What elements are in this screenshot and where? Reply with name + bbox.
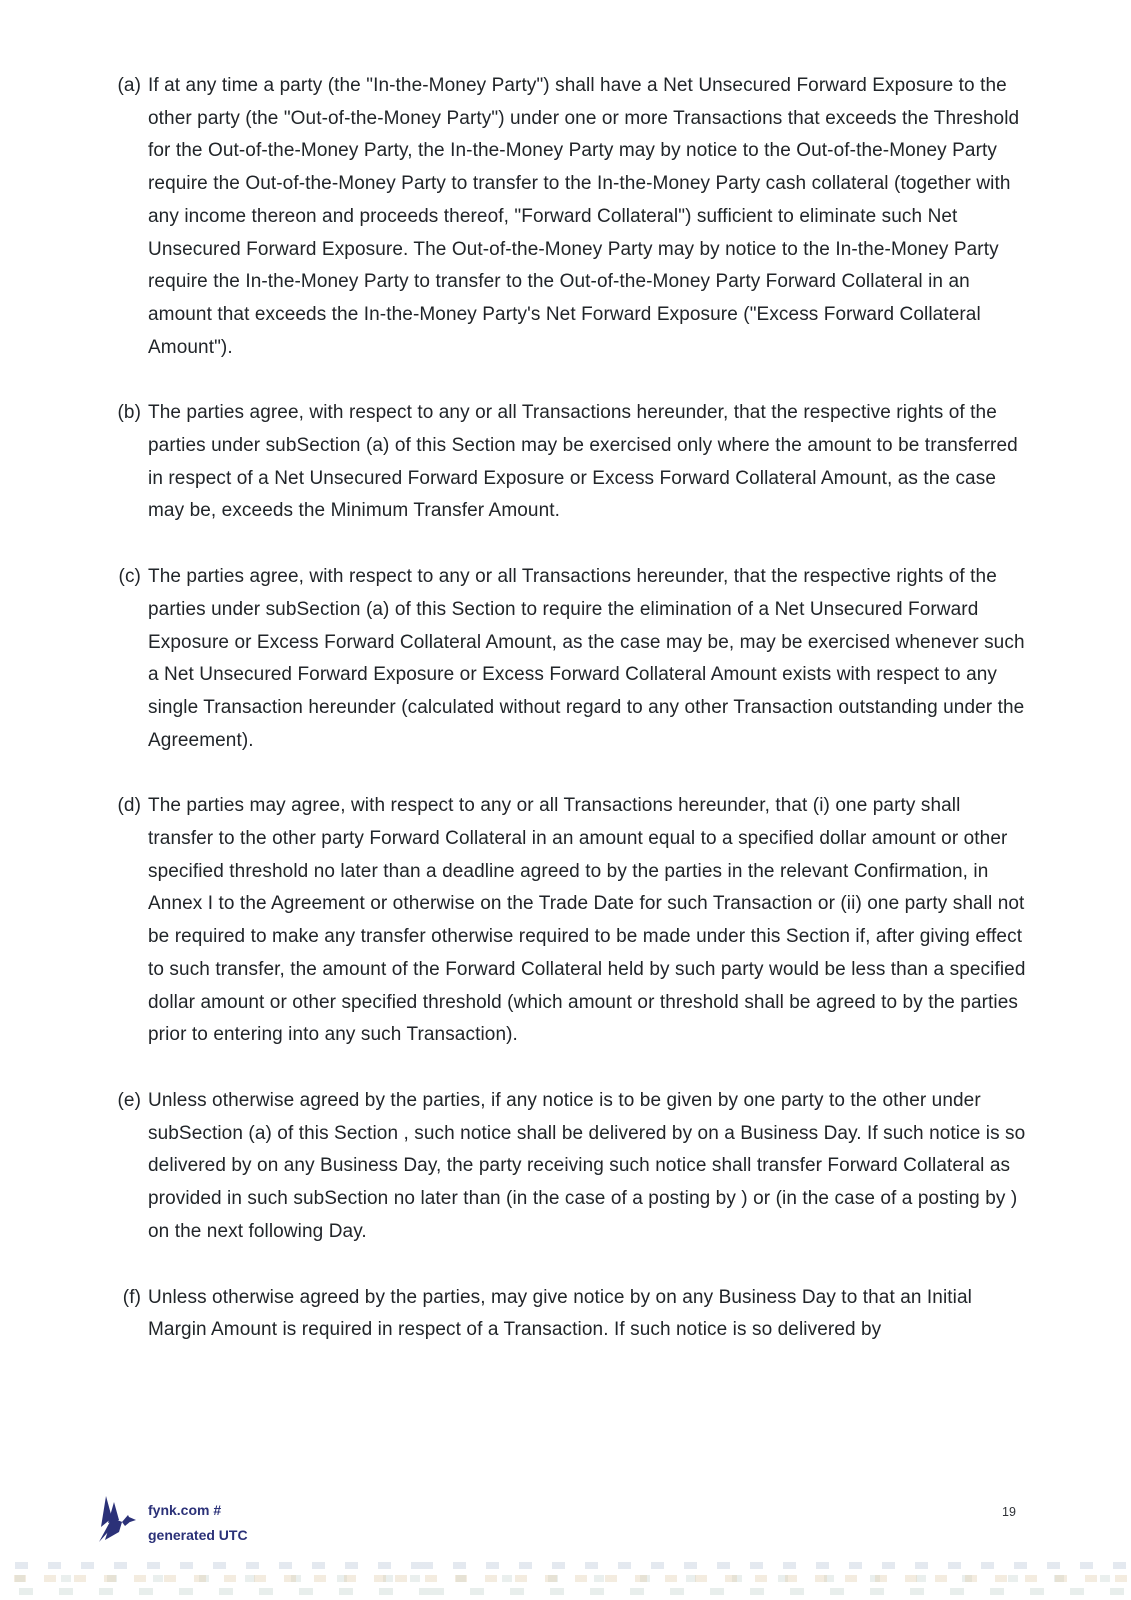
faded-text-row [0,1562,1131,1569]
clause-e [0,1085,1131,1249]
clause-b-label: (b) [117,402,141,424]
footer-brand-line1: fynk.com # [148,1502,222,1518]
clause-d-label: (d) [117,795,141,817]
clause-f-label: (f) [122,1286,141,1308]
clause-list [0,70,1131,1380]
clause-e-text: Unless otherwise agreed by the parties, if any notice is to be given by one party to the other under subSection (a) of this Section , such notice shall be delivered by on a Business Day. If such notice is so delivered by on any Business Day, the party receiving such notice shall transfer Forward Collateral as provided in such subSection no later than (in the case of a posting by ) or (in the case of a posting by ) on the next following Day. [148,1089,1026,1242]
footer-brand-line2: generated UTC [148,1527,248,1544]
clause-f [0,1282,1131,1347]
clause-a [0,70,1131,364]
clause-c-text: The parties agree, with respect to any or all Transactions hereunder, that the respective rights of the parties under subSection (a) of this Section to require the elimination of a Net Unsecured Forward Exposure or Excess Forward Collateral Amount, as the case may be, may be exercised whenever such a Net Unsecured Forward Exposure or Excess Forward Collateral Amount exists with respect to any single Transaction hereunder (calculated without regard to any other Transaction outstanding under the Agreement). [148,566,1025,751]
clause-a-label: (a) [117,75,141,96]
next-page-faded-text-preview [0,1560,1131,1600]
clause-b-text: The parties agree, with respect to any or all Transactions hereunder, that the respective rights of the parties under subSection (a) of this Section may be exercised only where the amount to be transferred in respect of a Net Unsecured Forward Exposure or Excess Forward Collateral Amount, as the case may be, exceeds the Minimum Transfer Amount. [148,402,1018,522]
origami-crane-logo-icon [95,1494,137,1546]
clause-e-label: (e) [117,1089,141,1111]
document-footer [95,1494,248,1546]
clause-d [0,790,1131,1052]
clause-b [0,397,1131,528]
page-number: 19 [1002,1505,1016,1519]
clause-c-label: (c) [118,566,141,588]
footer-brand-text [148,1494,248,1546]
faded-text-row [0,1588,1131,1595]
clause-a-text: If at any time a party (the "In-the-Money Party") shall have a Net Unsecured Forward Exposure to the other party (the "Out-of-the-Money Party") under one or more Transactions that exceeds the Threshold for the Out-of-the-Money Party, the In-the-Money Party may by notice to the Out-of-the-Money Party require the Out-of-the-Money Party to transfer to the In-the-Money Party cash collateral (together with any income thereon and proceeds thereof, "Forward Collateral") sufficient to eliminate such Net Unsecured Forward Exposure. The Out-of-the-Money Party may by notice to the In-the-Money Party require the In-the-Money Party to transfer to the Out-of-the-Money Party Forward Collateral in an amount that exceeds the In-the-Money Party's Net Forward Exposure ("Excess Forward Collateral Amount"). [148,75,1020,358]
faded-text-row [0,1575,1131,1582]
clause-c [0,561,1131,757]
clause-f-text: Unless otherwise agreed by the parties, may give notice by on any Business Day to that an Initial Margin Amount is required in respect of a Transaction. If such notice is so delivered by [148,1286,972,1341]
clause-d-text: The parties may agree, with respect to any or all Transactions hereunder, that (i) one party shall transfer to the other party Forward Collateral in an amount equal to a specified dollar amount or other specified threshold no later than a deadline agreed to by the parties in the relevant Confirmation, in Annex I to the Agreement or otherwise on the Trade Date for such Transaction or (ii) one party shall not be required to make any transfer otherwise required to be made under this Section if, after giving effect to such transfer, the amount of the Forward Collateral held by such party would be less than a specified dollar amount or other specified threshold (which amount or threshold shall be agreed to by the parties prior to entering into any such Transaction). [148,795,1026,1046]
